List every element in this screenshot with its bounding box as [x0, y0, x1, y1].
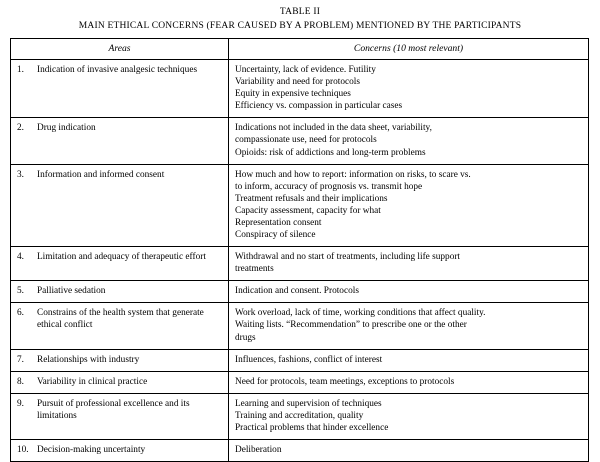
concerns-cell: [229, 439, 589, 461]
concerns-cell: [229, 281, 589, 303]
concern-line: How much and how to report: information on risks, to scare vs.: [235, 169, 471, 180]
area-number: 1.: [17, 65, 24, 76]
area-number: 8.: [17, 376, 24, 387]
area-label: Pursuit of professional excellence and its limitations: [37, 398, 190, 421]
concern-line: Work overload, lack of time, working conditions that affect quality.: [235, 308, 486, 319]
concerns-cell: [229, 60, 589, 118]
area-number: 9.: [17, 398, 24, 409]
column-header-concerns: Concerns (10 most relevant): [229, 38, 589, 59]
concern-line: Indication and consent. Protocols: [235, 286, 359, 297]
concern-line: Influences, fashions, conflict of interest: [235, 354, 383, 365]
area-number: 3.: [17, 169, 24, 180]
area-label: Indication of invasive analgesic techniques: [37, 65, 198, 76]
table-row: [11, 118, 589, 164]
area-cell: [11, 247, 229, 281]
area-label: Limitation and adequacy of therapeutic effort: [37, 252, 206, 263]
column-header-areas: Areas: [11, 38, 229, 59]
concerns-cell: [229, 393, 589, 439]
table-number: TABLE II: [279, 7, 321, 17]
concern-line: drugs: [235, 332, 256, 343]
area-label: Palliative sedation: [37, 286, 106, 297]
table-title: MAIN ETHICAL CONCERNS (FEAR CAUSED BY A PROBLEM) MENTIONED BY THE PARTICIPANTS: [78, 20, 522, 31]
concerns-cell: [229, 303, 589, 349]
table-row: [11, 439, 589, 461]
area-cell: [11, 60, 229, 118]
concern-line: Representation consent: [235, 217, 322, 228]
concern-line: compassionate use, need for protocols: [235, 135, 377, 146]
area-label: Constrains of the health system that generate ethical conflict: [37, 308, 204, 331]
concern-line: Efficiency vs. compassion in particular cases: [235, 101, 403, 112]
area-label: Relationships with industry: [37, 354, 140, 365]
table-row: [11, 371, 589, 393]
concern-line: Opioids: risk of addictions and long-term problems: [235, 147, 426, 158]
area-cell: [11, 393, 229, 439]
concern-line: Need for protocols, team meetings, exceptions to protocols: [235, 376, 455, 387]
area-number: 6.: [17, 308, 24, 319]
concern-line: Deliberation: [235, 444, 282, 455]
concerns-cell: [229, 247, 589, 281]
concern-line: Withdrawal and no start of treatments, including life support: [235, 252, 461, 263]
area-label: Variability in clinical practice: [37, 376, 148, 387]
concern-line: Practical problems that hinder excellence: [235, 422, 389, 433]
concern-line: Conspiracy of silence: [235, 230, 316, 241]
concern-line: Variability and need for protocols: [235, 77, 360, 88]
table-caption: [10, 6, 590, 33]
area-number: 4.: [17, 252, 24, 263]
area-cell: [11, 164, 229, 246]
concern-line: Treatment refusals and their implications: [235, 193, 388, 204]
area-number: 5.: [17, 286, 24, 297]
concern-line: treatments: [235, 264, 274, 275]
concern-line: to inform, accuracy of prognosis vs. transmit hope: [235, 181, 423, 192]
area-number: 10.: [17, 444, 29, 455]
area-cell: [11, 118, 229, 164]
concern-line: Uncertainty, lack of evidence. Futility: [235, 65, 376, 76]
area-number: 2.: [17, 123, 24, 134]
concern-line: Waiting lists. “Recommendation” to prescribe one or the other: [235, 320, 467, 331]
table-row: [11, 393, 589, 439]
concerns-cell: [229, 118, 589, 164]
table-body: [11, 60, 589, 462]
area-number: 7.: [17, 354, 24, 365]
area-cell: [11, 281, 229, 303]
table-row: [11, 60, 589, 118]
area-label: Decision-making uncertainty: [37, 444, 146, 455]
area-label: Drug indication: [37, 123, 96, 134]
concern-line: Indications not included in the data sheet, variability,: [235, 123, 432, 134]
concern-line: Capacity assessment, capacity for what: [235, 205, 381, 216]
table-row: [11, 349, 589, 371]
area-cell: [11, 349, 229, 371]
table-row: [11, 303, 589, 349]
table-row: [11, 164, 589, 246]
concern-line: Equity in expensive techniques: [235, 89, 351, 100]
area-cell: [11, 371, 229, 393]
table-header-row: [11, 38, 589, 59]
concerns-cell: [229, 349, 589, 371]
area-cell: [11, 439, 229, 461]
concern-line: Training and accreditation, quality: [235, 410, 364, 421]
concerns-cell: [229, 164, 589, 246]
table-row: [11, 247, 589, 281]
area-cell: [11, 303, 229, 349]
concern-line: Learning and supervision of techniques: [235, 398, 382, 409]
ethical-concerns-table: [10, 38, 589, 462]
table-row: [11, 281, 589, 303]
area-label: Information and informed consent: [37, 169, 165, 180]
concerns-cell: [229, 371, 589, 393]
